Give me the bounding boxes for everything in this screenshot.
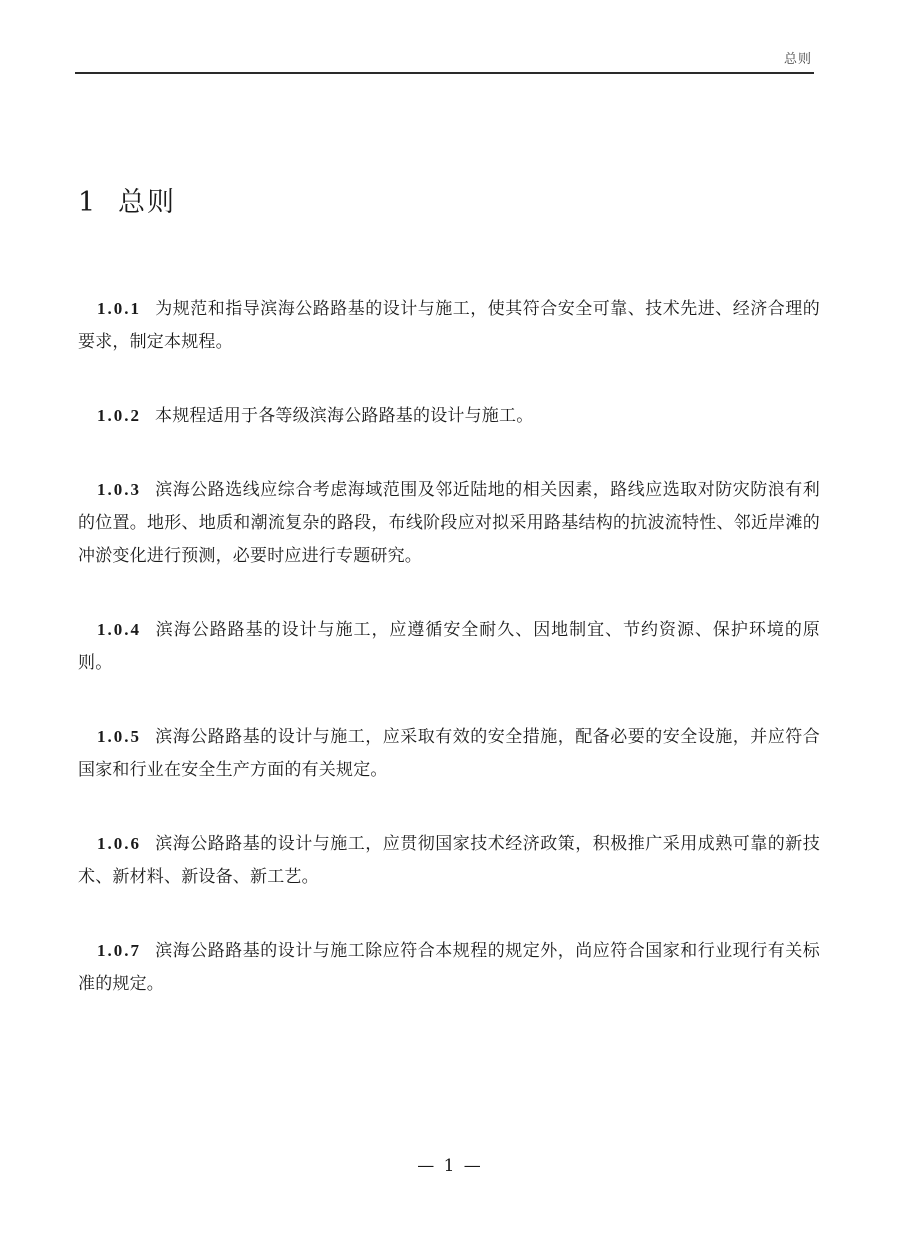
clause-1-0-1 [78,292,820,359]
chapter-name: 总则 [118,187,176,218]
clause-1-0-3 [78,473,820,573]
clause-number: 1.0.2 [97,406,141,425]
clause-text: 滨海公路路基的设计与施工，应遵循安全耐久、因地制宜、节约资源、保护环境的原则。 [78,620,820,673]
clause-1-0-7 [78,934,820,1001]
clause-number: 1.0.1 [97,299,141,318]
clause-1-0-6 [78,827,820,894]
clause-text: 为规范和指导滨海公路路基的设计与施工，使其符合安全可靠、技术先进、经济合理的要求，制定本规程。 [78,299,820,352]
chapter-number: 1 [78,187,96,218]
page-number: — 1 — [417,1156,483,1176]
clause-text: 本规程适用于各等级滨海公路路基的设计与施工。 [155,406,534,426]
clause-number: 1.0.3 [97,480,141,499]
clause-1-0-4 [78,613,820,680]
clause-text: 滨海公路路基的设计与施工除应符合本规程的规定外，尚应符合国家和行业现行有关标准的规定。 [78,941,820,994]
chapter-title [78,180,176,219]
clause-text: 滨海公路路基的设计与施工，应采取有效的安全措施，配备必要的安全设施，并应符合国家和行业在安全生产方面的有关规定。 [78,727,820,780]
clause-number: 1.0.7 [97,941,141,960]
clause-1-0-2 [78,399,820,433]
clause-1-0-5 [78,720,820,787]
running-header-title: 总则 [783,52,812,67]
clause-number: 1.0.4 [97,620,141,639]
clause-number: 1.0.6 [97,834,141,853]
clause-text: 滨海公路路基的设计与施工，应贯彻国家技术经济政策，积极推广采用成熟可靠的新技术、新材料、新设备、新工艺。 [78,834,820,887]
running-header [75,46,814,74]
clause-number: 1.0.5 [97,727,141,746]
clause-list [78,292,820,1041]
clause-text: 滨海公路选线应综合考虑海域范围及邻近陆地的相关因素，路线应选取对防灾防浪有利的位置。地形、地质和潮流复杂的路段，布线阶段应对拟采用路基结构的抗波流特性、邻近岸滩的冲淤变化进行预测，必要时应进行专题研究。 [78,480,820,566]
